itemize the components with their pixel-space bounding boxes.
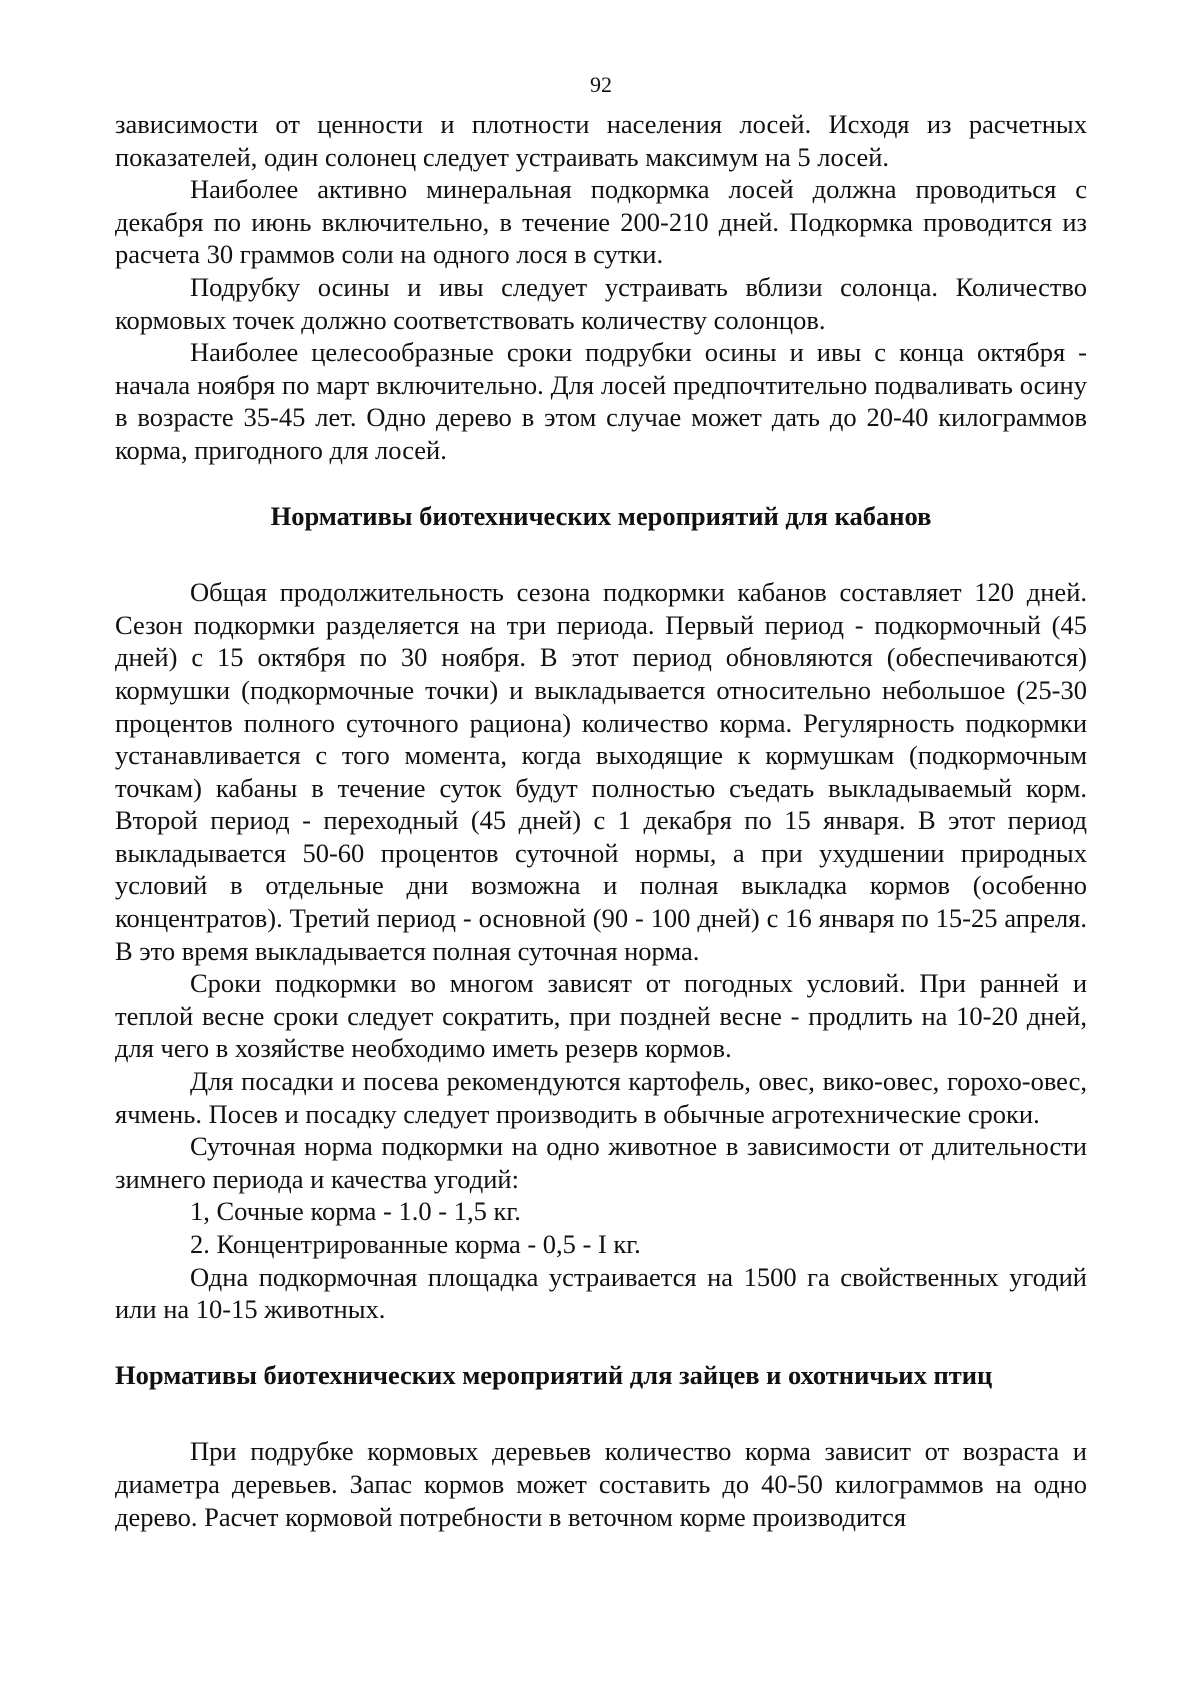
- paragraph-daily-norm: Суточная норма подкормки на одно животное в зависимости от длительности зимнего периода и качества угодий:: [115, 1131, 1087, 1194]
- list-item-succulent-feed: 1, Сочные корма - 1.0 - 1,5 кг.: [190, 1196, 521, 1227]
- paragraph-boar-season: Общая продолжительность сезона подкормки кабанов составляет 120 дней. Сезон подкормки разделяется на три периода. Первый период - подкормочный (45 дней) с 15 октября по 30 ноября. В этот период обновляются (обеспечиваются) кормушки (подкормочные точки) и выкладывается относительно небольшое (25-30 процентов полного суточного рациона) количество корма. Регулярность подкормки устанавливается с того момента, когда выходящие к кормушкам (подкормочным точкам) кабаны в течение суток будут полностью съедать выкладываемый корм. Второй период - переходный (45 дней) с 1 декабря по 15 января. В этот период выкладывается 50-60 процентов суточной нормы, а при ухудшении природных условий в отдельные дни возможна и полная выкладка кормов (особенно концентратов). Третий период - основной (90 - 100 дней) с 16 января по 15-25 апреля. В это время выкладывается полная суточная норма.: [115, 577, 1087, 966]
- list-item-concentrated-feed: 2. Концентрированные корма - 0,5 - I кг.: [190, 1229, 641, 1259]
- paragraph-planting: Для посадки и посева рекомендуются картофель, овес, вико-овес, горохо-овес, ячмень. Посев и посадку следует производить в обычные агротехнические сроки.: [115, 1066, 1087, 1129]
- paragraph-moose-solonets: зависимости от ценности и плотности населения лосей. Исходя из расчетных показателей, один солонец следует устраивать максимум на 5 лосей.: [115, 109, 1087, 172]
- paragraph-cutting-dates: Наиболее целесообразные сроки подрубки осины и ивы с конца октября - начала ноября по март включительно. Для лосей предпочтительно подваливать осину в возрасте 35-45 лет. Одно дерево в этом случае может дать до 20-40 килограммов корма, пригодного для лосей.: [115, 337, 1087, 465]
- section-heading-boars: Нормативы биотехнических мероприятий для кабанов: [270, 500, 932, 531]
- paragraph-mineral-feeding: Наиболее активно минеральная подкормка лосей должна проводиться с декабря по июнь включительно, в течение 200-210 дней. Подкормка проводится из расчета 30 граммов соли на одного лося в сутки.: [115, 174, 1087, 270]
- paragraph-feeding-area: Одна подкормочная площадка устраивается на 1500 га свойственных угодий или на 10-15 животных.: [115, 1261, 1087, 1325]
- section-heading-hares-birds: Нормативы биотехнических мероприятий для зайцев и охотничьих птиц: [115, 1359, 993, 1390]
- paragraph-aspen-cutting: Подрубку осины и ивы следует устраивать вблизи солонца. Количество кормовых точек должно соответствовать количеству солонцов.: [115, 271, 1087, 335]
- paragraph-tree-feed: При подрубке кормовых деревьев количество корма зависит от возраста и диаметра деревьев. Запас кормов может составить до 40-50 килограммов на одно дерево. Расчет кормовой потребности в веточном корме производится: [115, 1436, 1087, 1532]
- page-number: 92: [590, 72, 612, 97]
- paragraph-feeding-dates: Сроки подкормки во многом зависят от погодных условий. При ранней и теплой весне сроки следует сократить, при поздней весне - продлить на 10-20 дней, для чего в хозяйстве необходимо иметь резерв кормов.: [115, 968, 1087, 1064]
